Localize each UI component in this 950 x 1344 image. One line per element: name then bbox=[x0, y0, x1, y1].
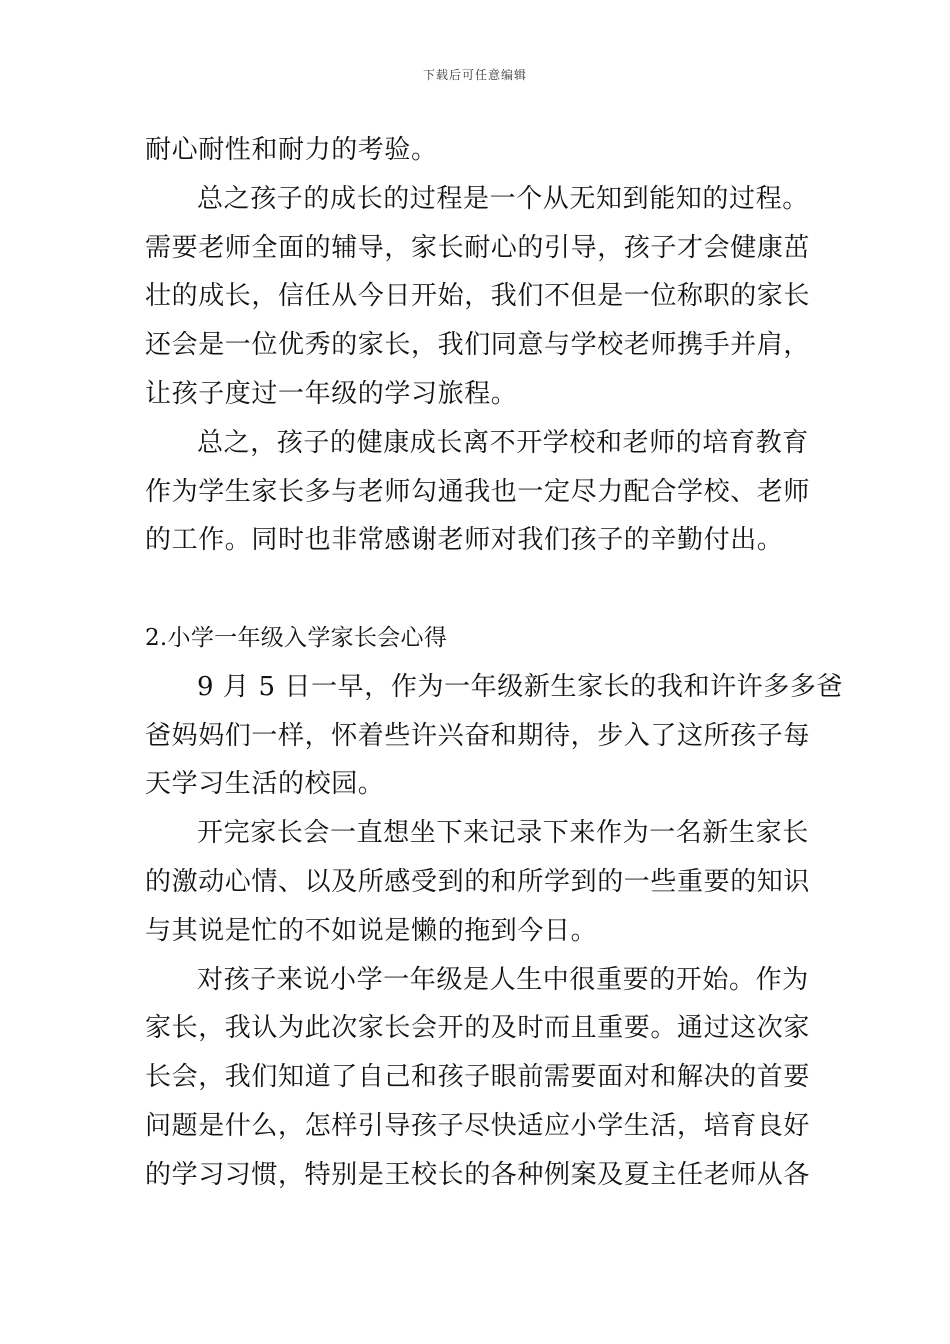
text-line: 对孩子来说小学一年级是人生中很重要的开始。作为 bbox=[197, 964, 809, 995]
section-heading: 2.小学一年级入学家长会心得 bbox=[145, 624, 448, 651]
text-line: 总之孩子的成长的过程是一个从无知到能知的过程。 bbox=[197, 183, 809, 214]
paragraph bbox=[145, 126, 810, 175]
text-line: 让孩子度过一年级的学习旅程。 bbox=[145, 378, 518, 409]
text-line: 耐心耐性和耐力的考验。 bbox=[145, 135, 438, 165]
text-line: 9 月 5 日一早，作为一年级新生家长的我和许许多多爸 bbox=[197, 671, 844, 702]
text-line: 与其说是忙的不如说是懒的拖到今日。 bbox=[145, 915, 598, 946]
text-line: 的学习习惯，特别是王校长的各种例案及夏主任老师从各 bbox=[145, 1159, 811, 1190]
paragraph bbox=[145, 809, 810, 955]
text-line: 还会是一位优秀的家长，我们同意与学校老师携手并肩， bbox=[145, 330, 811, 361]
text-line: 爸妈妈们一样，怀着些许兴奋和期待，步入了这所孩子每 bbox=[145, 720, 811, 751]
text-line: 壮的成长，信任从今日开始，我们不但是一位称职的家长 bbox=[145, 281, 811, 312]
text-line: 问题是什么，怎样引导孩子尽快适应小学生活，培育良好 bbox=[145, 1110, 811, 1141]
text-line: 长会，我们知道了自己和孩子眼前需要面对和解决的首要 bbox=[145, 1062, 811, 1093]
text-line: 的工作。同时也非常感谢老师对我们孩子的辛勤付出。 bbox=[145, 525, 784, 556]
paragraph bbox=[145, 175, 810, 419]
page-header: 下载后可任意编辑 bbox=[422, 68, 527, 82]
text-line: 天学习生活的校园。 bbox=[145, 769, 385, 800]
text-line: 家长，我认为此次家长会开的及时而且重要。通过这次家 bbox=[145, 1013, 811, 1044]
text-line: 作为学生家长多与老师勾通我也一定尽力配合学校、老师 bbox=[145, 476, 811, 507]
paragraph bbox=[145, 663, 844, 809]
document-body bbox=[145, 126, 844, 1200]
paragraph bbox=[145, 956, 810, 1200]
text-line: 总之，孩子的健康成长离不开学校和老师的培育教育 bbox=[197, 427, 809, 458]
text-line: 的激动心情、以及所感受到的和所学到的一些重要的知识 bbox=[145, 866, 811, 897]
paragraph bbox=[145, 419, 810, 565]
blank-line bbox=[145, 565, 810, 614]
text-line: 开完家长会一直想坐下来记录下来作为一名新生家长 bbox=[197, 818, 809, 849]
text-line: 需要老师全面的辅导，家长耐心的引导，孩子才会健康茁 bbox=[145, 232, 811, 263]
